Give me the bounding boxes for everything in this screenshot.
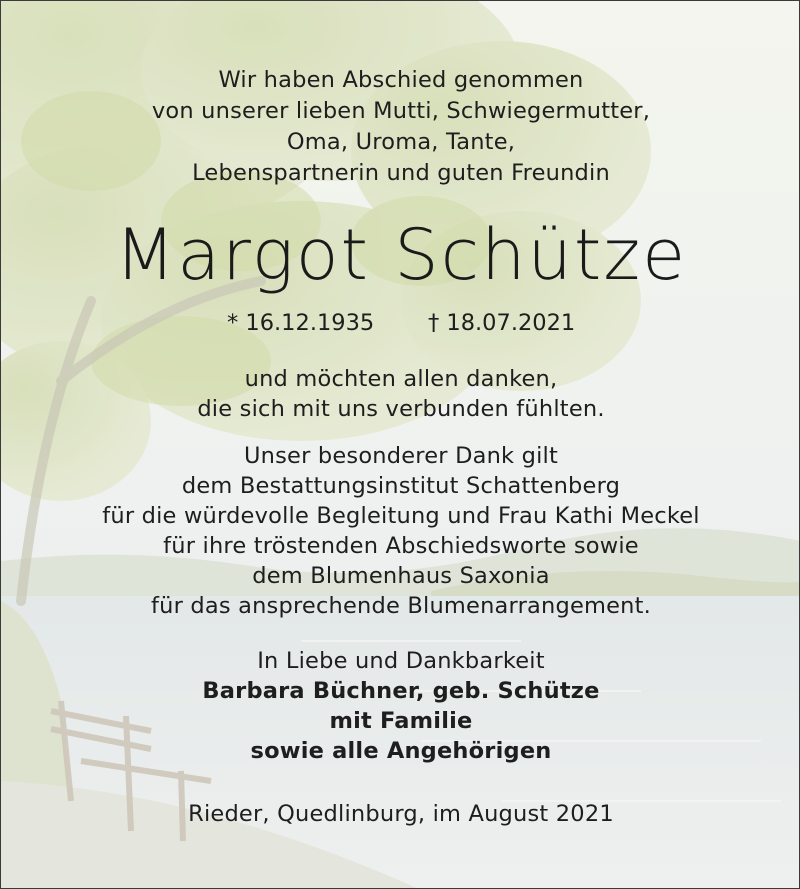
intro-line-2: von unserer lieben Mutti, Schwiegermutter,: [151, 98, 651, 124]
closing-line: In Liebe und Dankbarkeit: [257, 648, 545, 674]
special-thanks-line-5: dem Blumenhaus Saxonia: [252, 563, 550, 589]
special-thanks-line-2: dem Bestattungsinstitut Schattenberg: [181, 473, 621, 499]
signatory-1: Barbara Büchner, geb. Schütze: [202, 678, 600, 704]
thanks-line-1: und möchten allen danken,: [244, 366, 558, 392]
special-thanks-line-1: Unser besonderer Dank gilt: [243, 443, 559, 469]
special-thanks-line-3: für die würdevolle Begleitung und Frau Kathi Meckel: [102, 503, 700, 529]
signatory-2: mit Familie: [329, 708, 473, 734]
thanks-line-2: die sich mit uns verbunden fühlten.: [197, 396, 605, 422]
place-date: Rieder, Quedlinburg, im August 2021: [188, 801, 614, 827]
intro-line-3: Oma, Uroma, Tante,: [286, 129, 516, 155]
deceased-name: Margot Schütze: [114, 214, 688, 296]
special-thanks-line-4: für ihre tröstenden Abschiedsworte sowie: [163, 533, 639, 559]
intro-line-1: Wir haben Abschied genommen: [218, 67, 584, 93]
signatory-3: sowie alle Angehörigen: [250, 738, 552, 764]
death-date: † 18.07.2021: [428, 310, 576, 336]
intro-line-4: Lebenspartnerin und guten Freundin: [192, 160, 610, 186]
special-thanks-line-6: für das ansprechende Blumenarrangement.: [150, 593, 652, 619]
birth-date: * 16.12.1935: [227, 310, 375, 336]
